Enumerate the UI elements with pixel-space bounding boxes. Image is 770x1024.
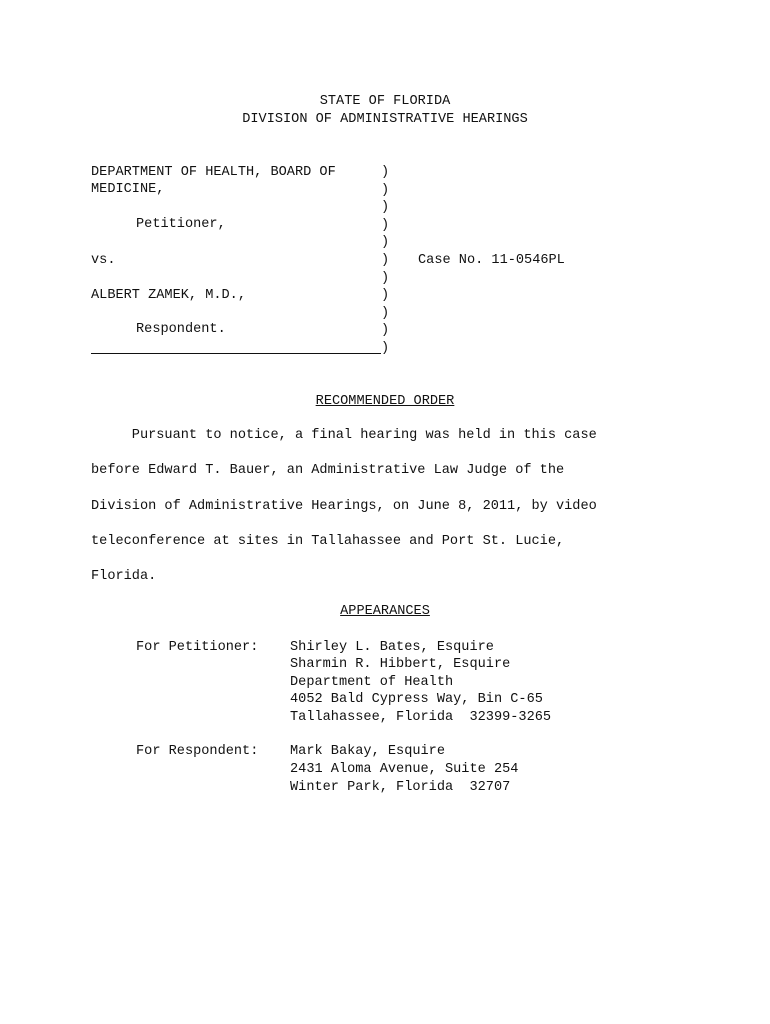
caption-underline [91,353,381,354]
petitioner-name-line1: DEPARTMENT OF HEALTH, BOARD OF [91,165,336,180]
caption-bracket: ) [381,270,390,286]
body-paragraph-line: before Edward T. Bauer, an Administrative Law Judge of the [91,463,565,478]
respondent-counsel-line: Winter Park, Florida 32707 [290,780,511,795]
body-paragraph-line: Division of Administrative Hearings, on June 8, 2011, by video [91,499,597,514]
caption-bracket: ) [381,288,390,304]
case-number: Case No. 11-0546PL [418,253,565,268]
respondent-counsel-label: For Respondent: [136,744,259,759]
petitioner-counsel-line: Tallahassee, Florida 32399-3265 [290,710,552,725]
body-paragraph-line: teleconference at sites in Tallahassee and Port St. Lucie, [91,534,565,549]
respondent-name: ALBERT ZAMEK, M.D., [91,288,246,303]
appearances-title: APPEARANCES [340,604,430,619]
body-paragraph-line: Pursuant to notice, a final hearing was held in this case [91,428,597,443]
petitioner-label: Petitioner, [136,217,226,232]
petitioner-counsel-label: For Petitioner: [136,640,259,655]
caption-bracket: ) [381,323,390,339]
order-title: RECOMMENDED ORDER [315,394,455,409]
caption-bracket: ) [381,182,390,198]
caption-bracket: ) [381,165,390,180]
header-division: DIVISION OF ADMINISTRATIVE HEARINGS [242,112,528,127]
respondent-label: Respondent. [136,322,226,337]
caption-bracket: ) [381,235,390,251]
petitioner-counsel-line: 4052 Bald Cypress Way, Bin C-65 [290,692,543,707]
body-paragraph-line: Florida. [91,569,157,584]
caption-bracket: ) [381,200,390,216]
petitioner-counsel-line: Shirley L. Bates, Esquire [290,640,494,655]
header-state: STATE OF FLORIDA [319,94,451,109]
petitioner-counsel-line: Sharmin R. Hibbert, Esquire [290,657,511,672]
caption-bracket: ) [381,253,390,268]
versus-label: vs. [91,253,116,268]
respondent-counsel-line: 2431 Aloma Avenue, Suite 254 [290,762,519,777]
caption-bracket: ) [381,305,390,321]
petitioner-counsel-line: Department of Health [290,674,454,690]
petitioner-name-line2: MEDICINE, [91,182,165,197]
respondent-counsel-line: Mark Bakay, Esquire [290,744,445,759]
caption-bracket: ) [381,217,390,233]
caption-bracket: ) [381,341,390,356]
